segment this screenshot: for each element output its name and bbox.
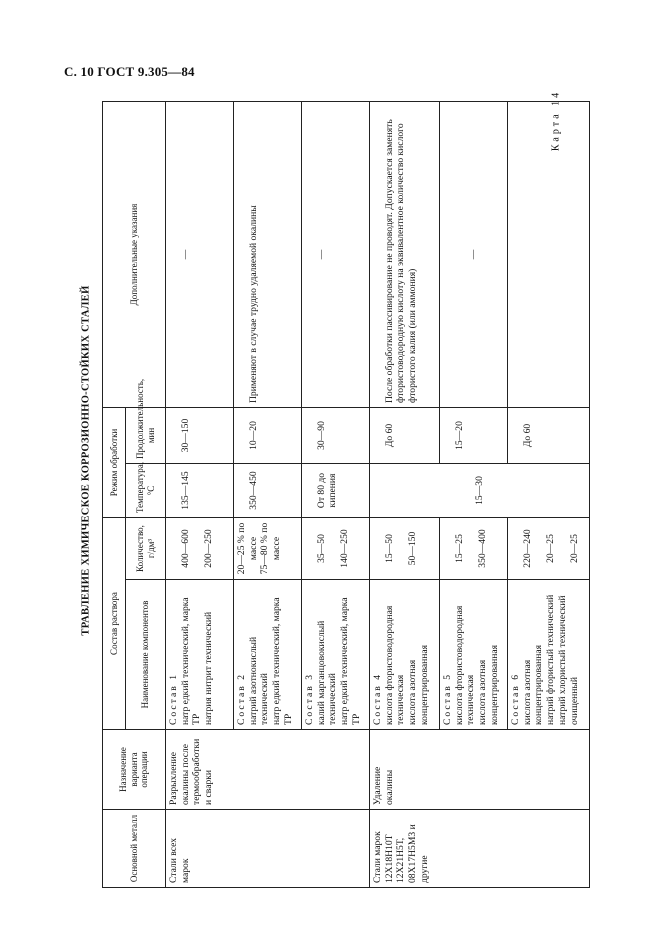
col-component-header: Наименование компонентов [126, 580, 166, 730]
quantity-value: 20—25 [568, 534, 580, 563]
duration-cell: До 60 [370, 408, 440, 464]
composition-cell [302, 580, 370, 730]
component-name: кислота фтористоводородная техническая [453, 605, 477, 725]
col-duration-header: Продолжительность, мин [126, 408, 166, 464]
quantity-cell [508, 518, 590, 580]
duration-cell: 10—20 [234, 408, 302, 464]
quantity-cell [234, 518, 302, 580]
quantity-value: 200—250 [203, 529, 215, 568]
component-name: натрий азотнокислый технический [247, 636, 271, 725]
composition-cell [166, 580, 234, 730]
composition-label: Состав 3 [304, 673, 315, 725]
component-name: натрий фтористый технический [545, 594, 557, 725]
composition-label: Состав 1 [168, 673, 179, 725]
duration-cell: 30—90 [302, 408, 370, 464]
quantity-value: 20—25 % по массе [236, 522, 259, 575]
col-temperature-header: Температура, °С [126, 464, 166, 518]
page-header: С. 10 ГОСТ 9.305—84 [64, 64, 195, 79]
temperature-cell: От 80 до кипения [302, 464, 370, 518]
etching-table [102, 101, 590, 888]
col-solution-header: Состав раствора [103, 518, 126, 730]
temperature-cell: 15—30 [370, 464, 590, 518]
component-name: натрий хлористый технический очищенный [556, 595, 580, 725]
metal-cell: Стали марок 12Х18Н10Т 12Х21Н5Т, 08Х17Н5М3 и другие [370, 810, 590, 888]
col-purpose-header: Назначение варианта операции [103, 730, 166, 810]
notes-cell: — [166, 102, 234, 408]
col-mode-header: Режим обработки [103, 408, 126, 518]
col-notes-header: Дополнительные указания [103, 102, 166, 408]
component-name: кислота азотная концентрированная [477, 644, 500, 725]
duration-cell: До 60 [508, 408, 590, 464]
quantity-cell [440, 518, 508, 580]
composition-cell [370, 580, 440, 730]
col-quantity-header: Количество, г/дм³ [126, 518, 166, 580]
composition-label: Состав 2 [236, 673, 247, 725]
rotated-table-frame [102, 102, 590, 888]
duration-cell: 30—150 [166, 408, 234, 464]
component-name: натр едкий технический, марка ТР [339, 597, 362, 725]
composition-label: Состав 5 [442, 673, 453, 725]
component-name: кислота азотная концентрированная [521, 644, 545, 725]
col-metal-header: Основной металл [103, 810, 166, 888]
quantity-value: 20—25 [545, 534, 557, 563]
quantity-cell [370, 518, 440, 580]
header-row-1 [103, 102, 126, 888]
quantity-value: 35—50 [315, 534, 327, 563]
quantity-cell [302, 518, 370, 580]
purpose-cell: Удаление окалины [370, 730, 590, 810]
composition-label: Состав 6 [510, 673, 521, 725]
component-name: натрия нитрит технический [203, 611, 215, 725]
temperature-cell: 350—450 [234, 464, 302, 518]
notes-cell: — [302, 102, 370, 408]
quantity-value: 220—240 [521, 529, 533, 568]
component-name: натр едкий технический, марка ТР [179, 597, 203, 725]
card-label: Карта 14 [550, 89, 562, 152]
notes-cell [508, 102, 590, 408]
quantity-value: 140—250 [339, 529, 351, 568]
quantity-value: 400—600 [179, 529, 191, 568]
component-name: кислота азотная концентрированная [407, 644, 430, 725]
duration-cell: 15—20 [440, 408, 508, 464]
composition-cell [234, 580, 302, 730]
page-title: ТРАВЛЕНИЕ ХИМИЧЕСКОЕ КОРРОЗИОННО-СТОЙКИХ СТАЛЕЙ [80, 285, 92, 636]
composition-label: Состав 4 [372, 673, 383, 725]
quantity-value: 15—50 [383, 534, 395, 563]
table-row [370, 102, 440, 888]
component-name: калий марганцовокислый технический [315, 620, 339, 725]
purpose-cell: Разрыхление окалины после термообработки и сварки [166, 730, 370, 810]
component-name: натр едкий технический, марка ТР [271, 597, 294, 725]
quantity-value: 15—25 [453, 534, 465, 563]
table-row [166, 102, 234, 888]
component-name: кислота фтористоводородная техническая [383, 605, 407, 725]
composition-cell [440, 580, 508, 730]
quantity-value: 75—80 % по массе [259, 522, 283, 575]
notes-cell: Применяют в случае трудно удаляемой окалины [234, 102, 302, 408]
temperature-cell: 135—145 [166, 464, 234, 518]
metal-cell: Стали всех марок [166, 810, 370, 888]
notes-cell: После обработки пассивирование не проводят. Допускается заменять фтористоводородную кислоту на эквивалентное количество кислого фтористого калия (или аммония) [370, 102, 440, 408]
notes-cell: — [440, 102, 508, 408]
quantity-value: 350—400 [477, 529, 489, 568]
quantity-cell [166, 518, 234, 580]
composition-cell [508, 580, 590, 730]
quantity-value: 50—150 [407, 531, 419, 566]
